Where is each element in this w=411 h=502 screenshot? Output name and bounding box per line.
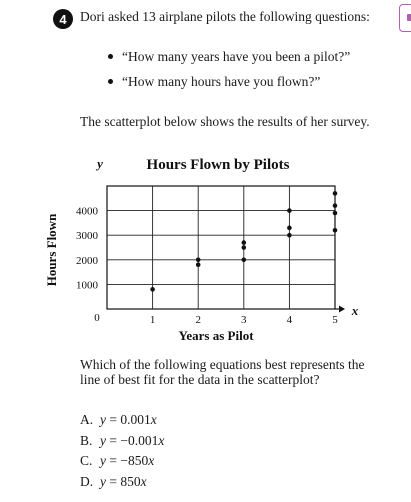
chart-title: Hours Flown by Pilots [146, 157, 290, 173]
x-tick-label: 4 [286, 314, 293, 326]
choice-var: x [158, 432, 165, 448]
data-point [287, 233, 292, 238]
x-axis-arrow [339, 306, 345, 313]
answer-choices [80, 410, 164, 492]
y-axis-label: Hours Flown [44, 213, 59, 287]
data-point [196, 262, 201, 267]
choice-op: = [106, 473, 121, 489]
x-tick-label: 2 [195, 314, 201, 326]
x-axis-symbol: x [351, 303, 359, 318]
data-point [333, 211, 338, 216]
data-point [287, 208, 292, 213]
choice-var: x [148, 453, 155, 469]
choice-b[interactable] [80, 431, 164, 452]
data-point [242, 258, 247, 263]
x-tick-label: 1 [149, 314, 156, 326]
question-description: The scatterplot below shows the results of her survey. [80, 114, 370, 129]
choice-lhs: y [100, 473, 106, 489]
choice-lhs: y [100, 432, 106, 448]
y-tick-label: 4000 [76, 205, 98, 218]
origin-label: 0 [94, 312, 100, 324]
choice-var: x [150, 412, 157, 428]
choice-a[interactable] [80, 410, 164, 431]
data-point [333, 191, 338, 196]
bullet-text: “How many hours have you flown?” [122, 74, 321, 89]
x-axis-label: Years as Pilot [178, 328, 254, 343]
data-point [333, 228, 338, 233]
data-point [150, 287, 155, 292]
choice-coef: 0.001 [120, 412, 151, 428]
choice-op: = [106, 412, 121, 428]
bullet-text: “How many years have you been a pilot?” [122, 49, 351, 64]
choice-letter: A. [80, 412, 94, 428]
data-point [196, 258, 201, 263]
data-point [287, 226, 292, 231]
y-tick-label: 1000 [76, 279, 98, 292]
choice-coef: −0.001 [120, 432, 159, 448]
question-prompt: Which of the following equations best represents the line of best fit for the data in the scatterplot? [80, 357, 365, 387]
question-intro: Dori asked 13 airplane pilots the following questions: [80, 9, 370, 24]
choice-var: x [140, 473, 147, 489]
y-tick-labels [76, 206, 99, 292]
data-point [333, 203, 338, 208]
x-tick-label: 3 [241, 314, 247, 326]
choice-op: = [106, 453, 121, 469]
choice-letter: D. [80, 473, 94, 489]
choice-letter: B. [80, 432, 93, 448]
choice-lhs: y [100, 453, 106, 469]
plot-grid [107, 186, 341, 309]
data-point [242, 245, 247, 250]
x-tick-labels [150, 314, 338, 326]
y-tick-label: 2000 [76, 254, 98, 267]
plot-frame [107, 186, 335, 309]
choice-letter: C. [80, 453, 93, 469]
y-axis-symbol: y [97, 156, 103, 171]
choice-d[interactable] [80, 472, 164, 493]
choice-c[interactable] [80, 451, 164, 472]
choice-coef: 850 [120, 473, 141, 489]
x-tick-label: 5 [332, 314, 338, 326]
data-point [242, 240, 247, 245]
choice-op: = [106, 432, 121, 448]
question-number: 4 [59, 11, 67, 27]
choice-coef: −850 [120, 453, 149, 469]
choice-lhs: y [100, 412, 106, 428]
y-tick-label: 3000 [76, 230, 98, 243]
